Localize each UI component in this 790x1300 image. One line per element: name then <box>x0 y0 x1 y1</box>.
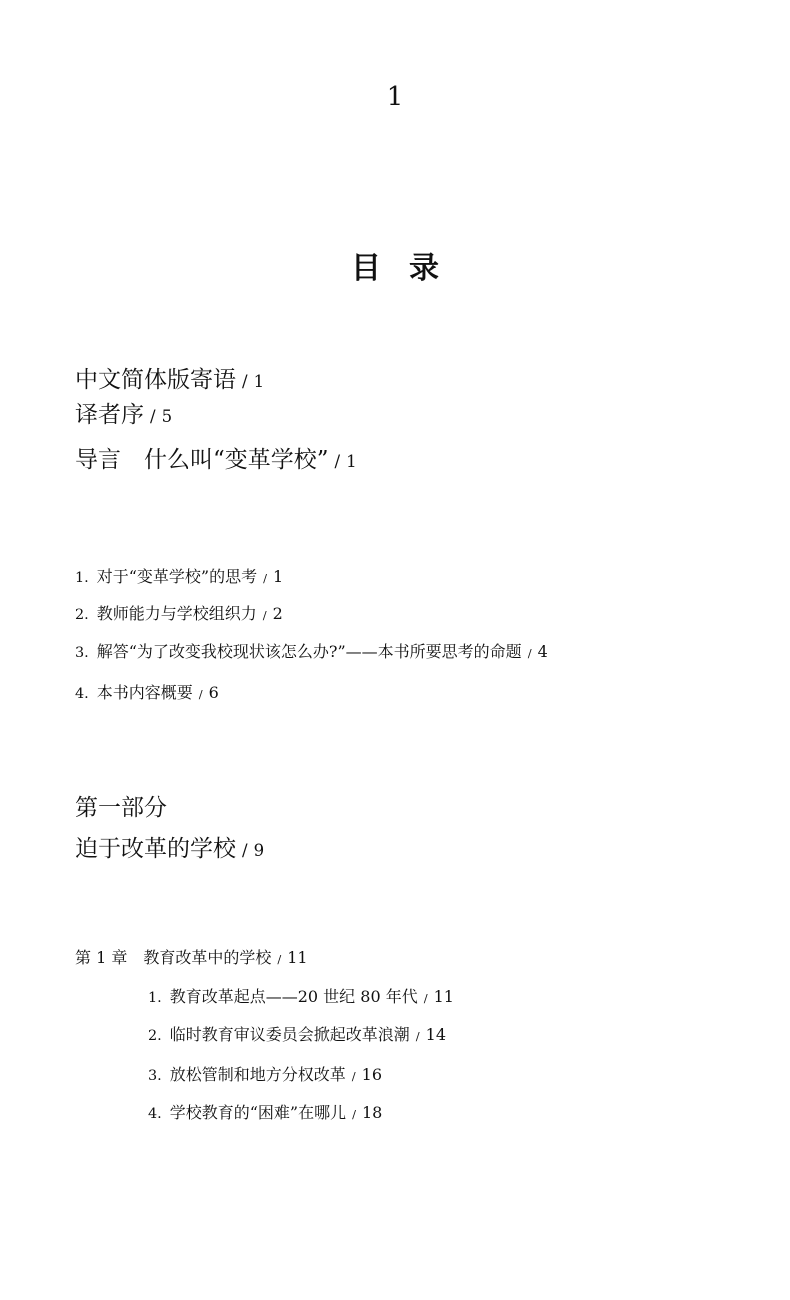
part-heading: 第一部分 <box>75 795 167 821</box>
item-number: 4. <box>75 686 89 702</box>
item-label: 学校教育的“困难”在哪儿 <box>169 1103 347 1122</box>
separator: / <box>351 1069 356 1083</box>
toc-entry-page: 9 <box>253 841 265 860</box>
item-number: 2. <box>75 607 89 623</box>
item-label: 临时教育审议委员会掀起改革浪潮 <box>169 1025 410 1044</box>
item-number: 3. <box>75 645 89 661</box>
separator: / <box>527 646 532 660</box>
separator: / <box>277 952 282 966</box>
separator: / <box>262 608 267 622</box>
item-number: 2. <box>148 1028 162 1044</box>
toc-entry-label: 中文简体版寄语 <box>75 367 236 393</box>
toc-entry-label: 导言 什么叫“变革学校” <box>75 447 329 473</box>
item-label: 本书内容概要 <box>96 683 193 702</box>
separator: / <box>198 687 203 701</box>
toc-intro-item[interactable] <box>75 680 219 703</box>
toc-entry-label: 译者序 <box>75 402 144 428</box>
item-number: 1. <box>75 570 89 586</box>
toc-intro-item[interactable] <box>75 601 283 624</box>
item-page: 16 <box>361 1065 382 1084</box>
chapter-page: 11 <box>287 948 308 967</box>
separator: / <box>242 841 248 860</box>
toc-chapter-item[interactable] <box>148 1062 382 1085</box>
part-subtitle: 迫于改革的学校 <box>75 836 236 862</box>
separator: / <box>423 991 428 1005</box>
separator: / <box>334 452 341 471</box>
item-label: 解答“为了改变我校现状该怎么办?”——本书所要思考的命题 <box>96 642 522 661</box>
separator: / <box>352 1107 356 1121</box>
toc-entry-translator-preface[interactable] <box>75 396 172 429</box>
toc-chapter-item[interactable] <box>148 1100 382 1123</box>
toc-chapter-item[interactable] <box>148 1022 446 1045</box>
toc-entry-page: 1 <box>253 372 265 391</box>
item-number: 1. <box>148 990 162 1006</box>
separator: / <box>263 571 267 585</box>
item-page: 14 <box>425 1025 446 1044</box>
chapter-label: 第 1 章 教育改革中的学校 <box>75 948 272 967</box>
item-page: 2 <box>272 604 283 623</box>
separator: / <box>150 407 156 426</box>
toc-entry-introduction[interactable] <box>75 441 357 474</box>
toc-entry-preface-chinese[interactable] <box>75 361 264 394</box>
item-page: 4 <box>537 642 548 661</box>
separator: / <box>242 372 248 391</box>
item-page: 6 <box>208 683 219 702</box>
toc-entry-part-one[interactable] <box>75 830 264 863</box>
item-label: 教育改革起点——20 世纪 80 年代 <box>169 987 418 1006</box>
item-page: 18 <box>362 1103 383 1122</box>
separator: / <box>415 1029 420 1043</box>
item-page: 1 <box>273 567 284 586</box>
toc-chapter-entry[interactable] <box>75 945 308 968</box>
toc-chapter-item[interactable] <box>148 984 454 1007</box>
item-number: 3. <box>148 1068 162 1084</box>
item-page: 11 <box>433 987 454 1006</box>
toc-entry-page: 1 <box>346 452 357 471</box>
item-label: 对于“变革学校”的思考 <box>96 567 258 586</box>
page-title: 目录 <box>351 251 467 286</box>
toc-entry-page: 5 <box>161 407 173 426</box>
item-number: 4. <box>148 1106 162 1122</box>
page-number: 1 <box>386 82 404 112</box>
toc-intro-item[interactable] <box>75 639 548 662</box>
toc-intro-item[interactable] <box>75 564 283 587</box>
item-label: 教师能力与学校组织力 <box>96 604 257 623</box>
item-label: 放松管制和地方分权改革 <box>169 1065 346 1084</box>
